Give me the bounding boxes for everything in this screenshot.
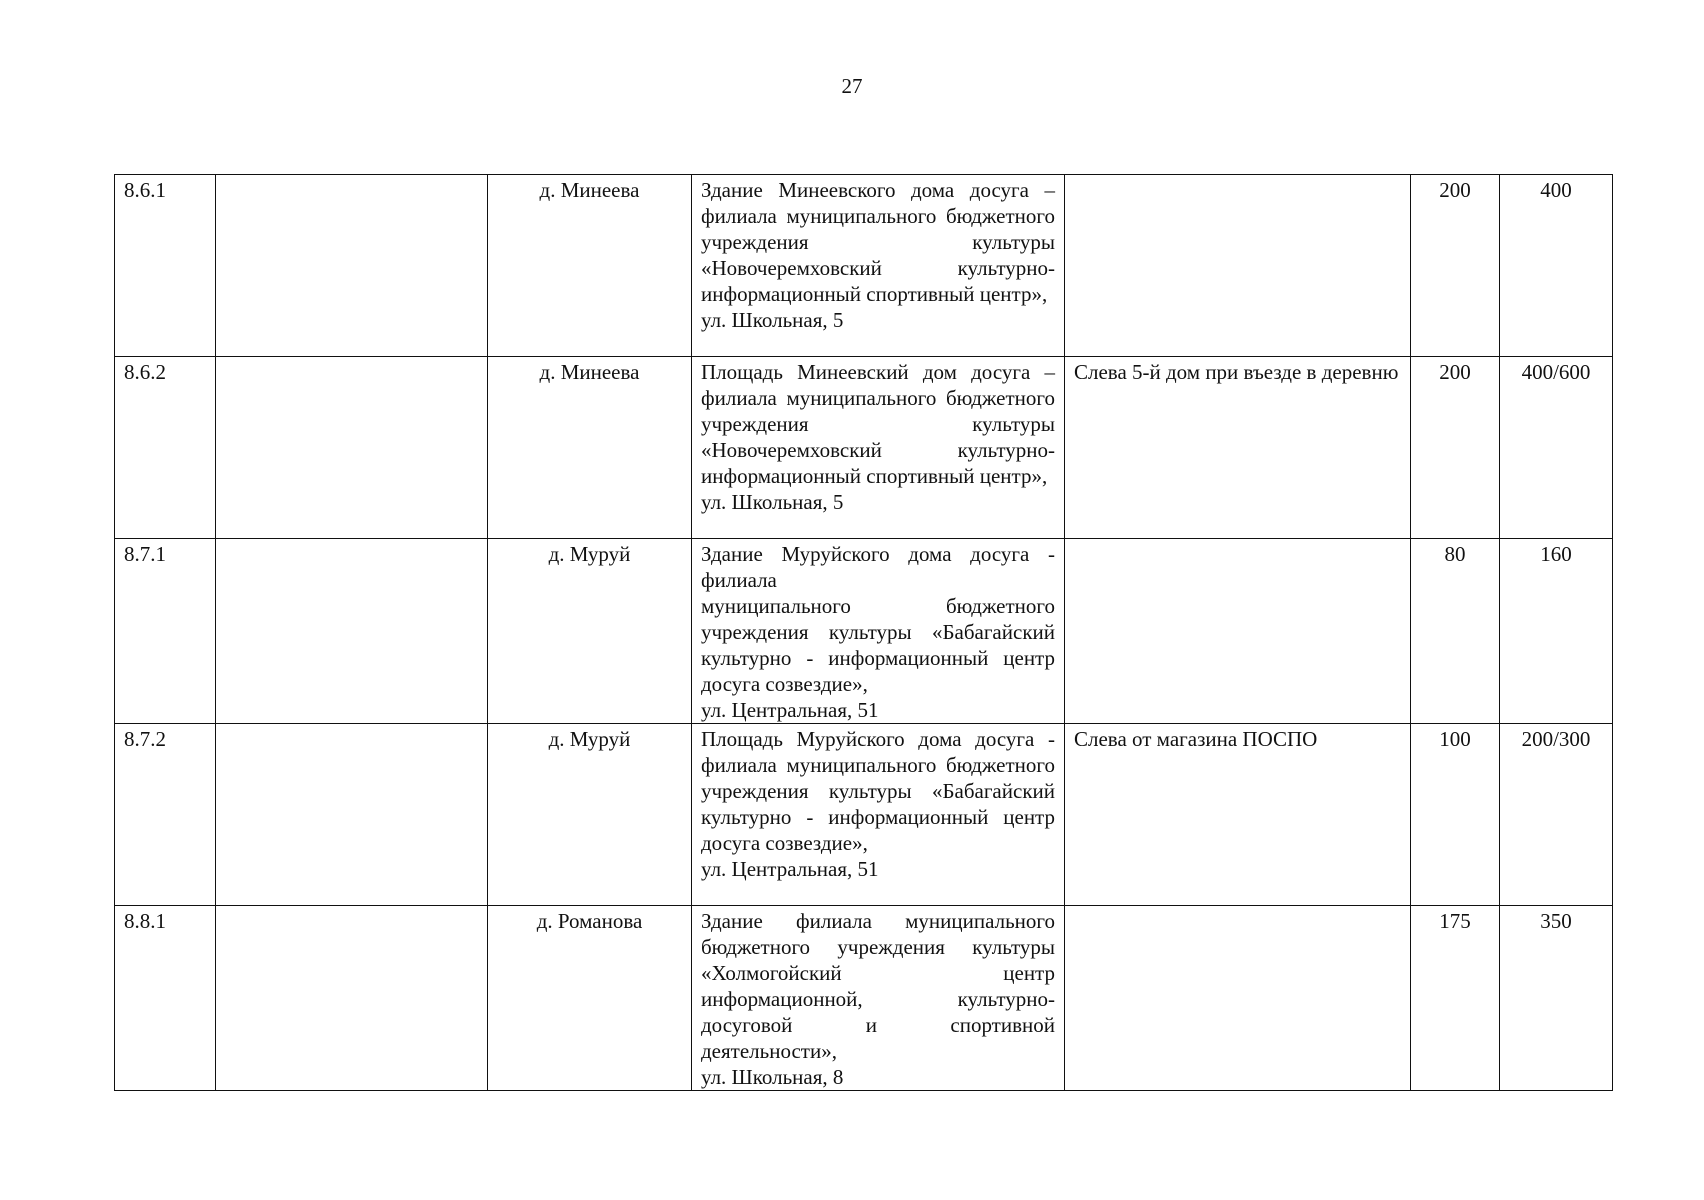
value-cell: 80 xyxy=(1411,539,1500,724)
value-cell: 200/300 xyxy=(1500,724,1613,906)
empty-cell xyxy=(216,539,488,724)
row-number: 8.6.2 xyxy=(115,357,216,539)
description-line: Здание филиала муниципального бюджетного учреждения культуры «Холмогойский центр информационной, культурно-досуговой и спортивной деятельности», xyxy=(701,909,1055,1063)
value-cell: 350 xyxy=(1500,906,1613,1091)
description-line: Здание Минеевского дома досуга – филиала муниципального бюджетного учреждения культуры «Новочеремховский культурно-информационный спортивный центр», xyxy=(701,178,1055,306)
description-line: ул. Школьная, 8 xyxy=(701,1065,844,1089)
value-cell: 100 xyxy=(1411,724,1500,906)
settlement-name: д. Минеева xyxy=(488,357,692,539)
value-cell: 175 xyxy=(1411,906,1500,1091)
table-row xyxy=(115,357,1613,539)
value-cell: 200 xyxy=(1411,175,1500,357)
empty-cell xyxy=(216,175,488,357)
value-cell: 400 xyxy=(1500,175,1613,357)
object-description xyxy=(692,724,1065,906)
location-note: Слева 5-й дом при въезде в деревню xyxy=(1065,357,1411,539)
row-number: 8.8.1 xyxy=(115,906,216,1091)
table-row xyxy=(115,539,1613,724)
description-line: ул. Школьная, 5 xyxy=(701,490,844,514)
description-line: муниципального бюджетного учреждения культуры «Бабагайский культурно - информационный центр досуга созвездие», xyxy=(701,594,1055,696)
table-row xyxy=(115,175,1613,357)
value-cell: 200 xyxy=(1411,357,1500,539)
location-note xyxy=(1065,906,1411,1091)
description-line: ул. Центральная, 51 xyxy=(701,698,879,722)
location-note xyxy=(1065,539,1411,724)
object-description xyxy=(692,175,1065,357)
empty-cell xyxy=(216,357,488,539)
table-row xyxy=(115,724,1613,906)
value-cell: 400/600 xyxy=(1500,357,1613,539)
settlement-name: д. Муруй xyxy=(488,724,692,906)
table-row xyxy=(115,906,1613,1091)
empty-cell xyxy=(216,724,488,906)
description-line: Площадь Минеевский дом досуга – филиала муниципального бюджетного учреждения культуры «Новочеремховский культурно-информационный спортивный центр», xyxy=(701,360,1055,488)
row-number: 8.7.2 xyxy=(115,724,216,906)
object-description xyxy=(692,539,1065,724)
settlement-name: д. Муруй xyxy=(488,539,692,724)
location-note xyxy=(1065,175,1411,357)
document-table xyxy=(114,174,1613,1091)
row-number: 8.6.1 xyxy=(115,175,216,357)
settlement-name: д. Романова xyxy=(488,906,692,1091)
location-note: Слева от магазина ПОСПО xyxy=(1065,724,1411,906)
row-number: 8.7.1 xyxy=(115,539,216,724)
description-line: Здание Муруйского дома досуга - филиала xyxy=(701,542,1055,592)
object-description xyxy=(692,906,1065,1091)
value-cell: 160 xyxy=(1500,539,1613,724)
empty-cell xyxy=(216,906,488,1091)
page-number: 27 xyxy=(841,74,863,98)
description-line: Площадь Муруйского дома досуга - филиала муниципального бюджетного учреждения культуры «Бабагайский культурно - информационный центр досуга созвездие», xyxy=(701,727,1055,855)
settlement-name: д. Минеева xyxy=(488,175,692,357)
description-line: ул. Школьная, 5 xyxy=(701,308,844,332)
description-line: ул. Центральная, 51 xyxy=(701,857,879,881)
object-description xyxy=(692,357,1065,539)
